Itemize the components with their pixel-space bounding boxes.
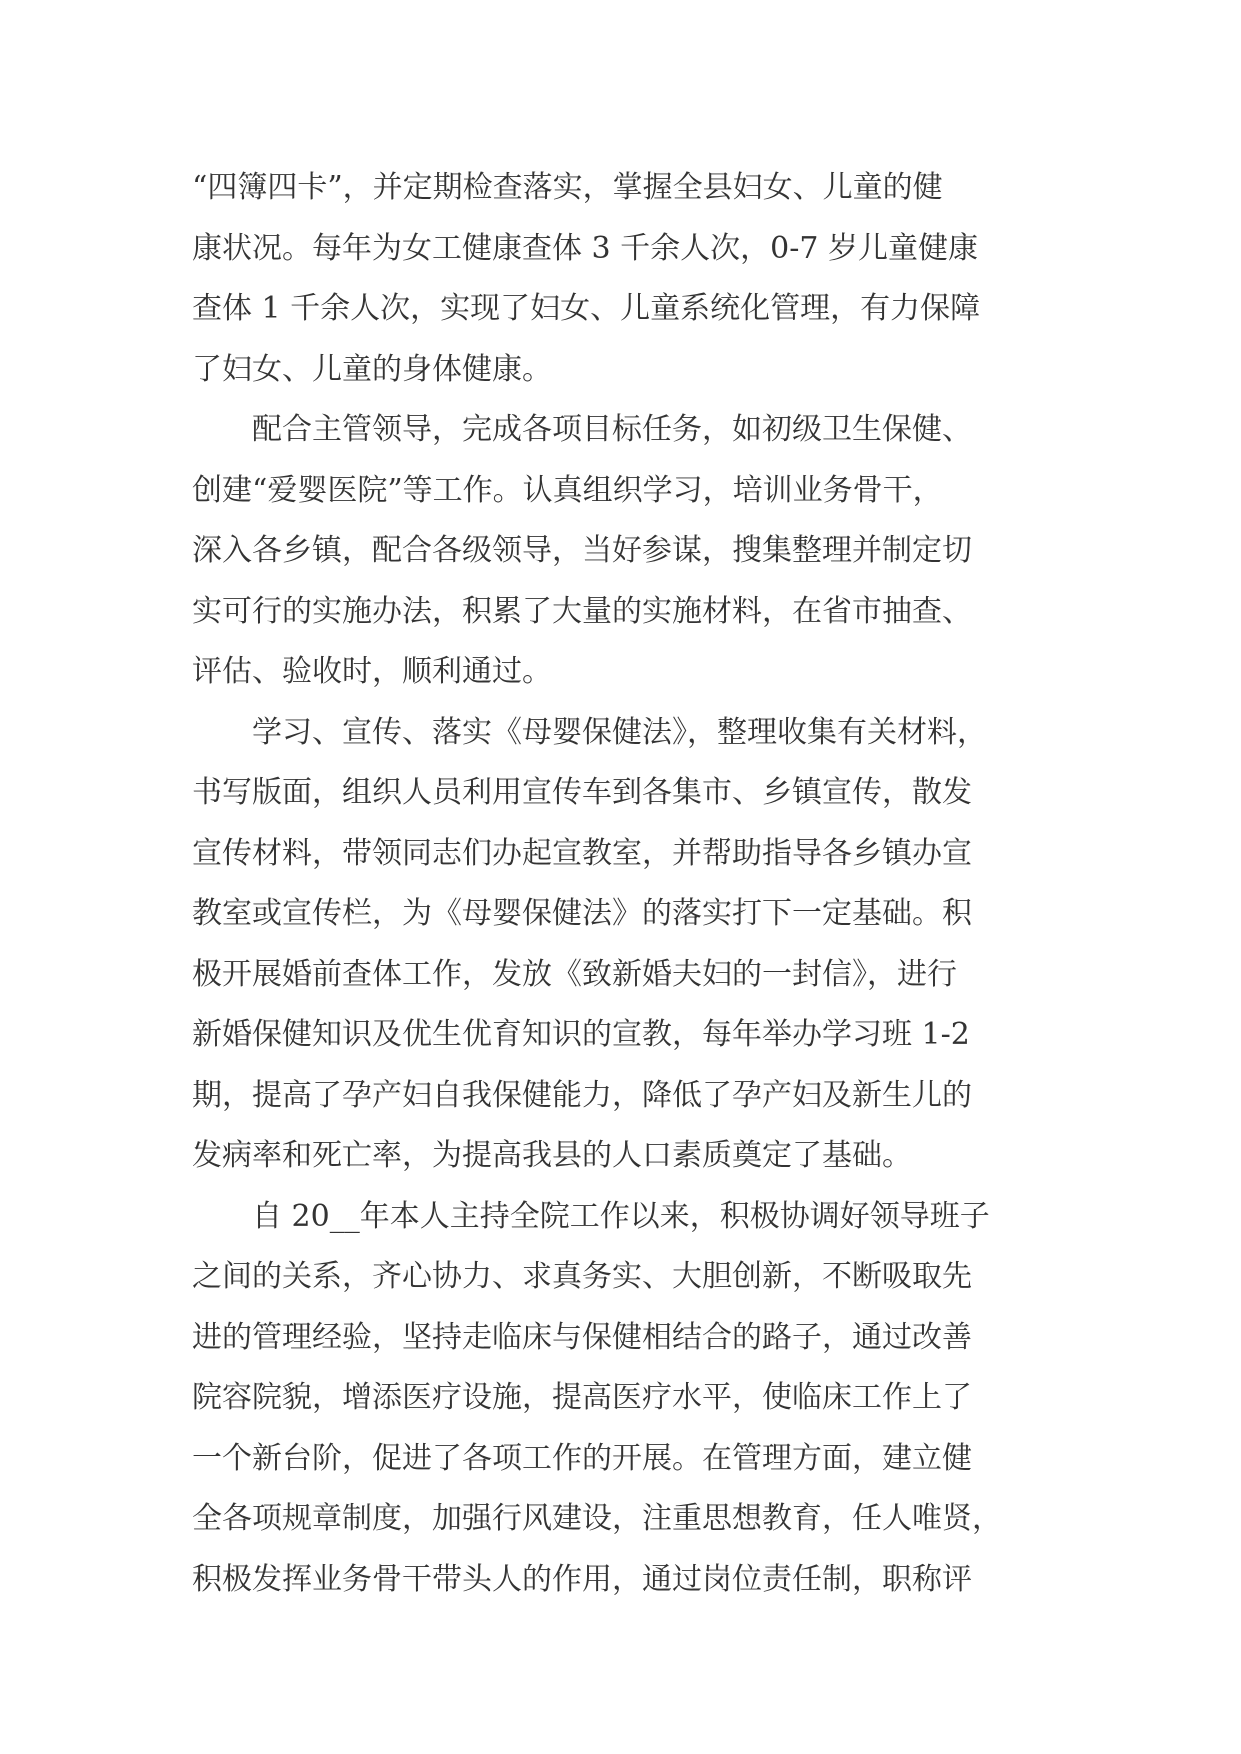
text-line: 院容院貌，增添医疗设施，提高医疗水平，使临床工作上了: [192, 1380, 972, 1415]
text-line: 教室或宣传栏，为《母婴保健法》的落实打下一定基础。积: [192, 896, 972, 931]
text-line: “四簿四卡”，并定期检查落实，掌握全县妇女、儿童的健: [192, 170, 943, 205]
text-line: 评估、验收时，顺利通过。: [192, 654, 552, 689]
text-line: 康状况。每年为女工健康查体 3 千余人次，0-7 岁儿童健康: [192, 230, 979, 266]
text-line: 发病率和死亡率，为提高我县的人口素质奠定了基础。: [192, 1138, 912, 1173]
paragraph: [192, 703, 1052, 1187]
text-line: 了妇女、儿童的身体健康。: [192, 351, 552, 387]
text-line: 深入各乡镇，配合各级领导，当好参谋，搜集整理并制定切: [192, 533, 972, 568]
text-line: 期，提高了孕产妇自我保健能力，降低了孕产妇及新生儿的: [192, 1077, 972, 1113]
text-line: 实可行的实施办法，积累了大量的实施材料，在省市抽查、: [192, 593, 972, 629]
text-line: 全各项规章制度，加强行风建设，注重思想教育，任人唯贤，: [192, 1501, 1002, 1536]
paragraph: [192, 1187, 1052, 1611]
text-line: 积极发挥业务骨干带头人的作用，通过岗位责任制，职称评: [192, 1561, 972, 1597]
text-line: 学习、宣传、落实《母婴保健法》，整理收集有关材料，: [252, 714, 987, 750]
paragraph: [192, 158, 1052, 400]
text-line: 宣传材料，带领同志们办起宣教室，并帮助指导各乡镇办宣: [192, 835, 972, 871]
text-line: 创建“爱婴医院”等工作。认真组织学习，培训业务骨干，: [192, 472, 943, 508]
document-body: [192, 158, 1052, 1610]
text-line: 配合主管领导，完成各项目标任务，如初级卫生保健、: [252, 412, 972, 447]
text-line: 极开展婚前查体工作，发放《致新婚夫妇的一封信》，进行: [192, 956, 957, 992]
text-line: 书写版面，组织人员利用宣传车到各集市、乡镇宣传，散发: [192, 775, 972, 810]
text-line: 进的管理经验，坚持走临床与保健相结合的路子，通过改善: [192, 1319, 972, 1355]
paragraph: [192, 400, 1052, 703]
text-line: 新婚保健知识及优生优育知识的宣教，每年举办学习班 1-2: [192, 1017, 970, 1052]
text-line: 之间的关系，齐心协力、求真务实、大胆创新，不断吸取先: [192, 1259, 972, 1294]
text-line: 一个新台阶，促进了各项工作的开展。在管理方面，建立健: [192, 1440, 972, 1476]
text-line: 查体 1 千余人次，实现了妇女、儿童系统化管理，有力保障: [192, 291, 981, 326]
text-line: 自 20__年本人主持全院工作以来，积极协调好领导班子: [252, 1198, 990, 1234]
